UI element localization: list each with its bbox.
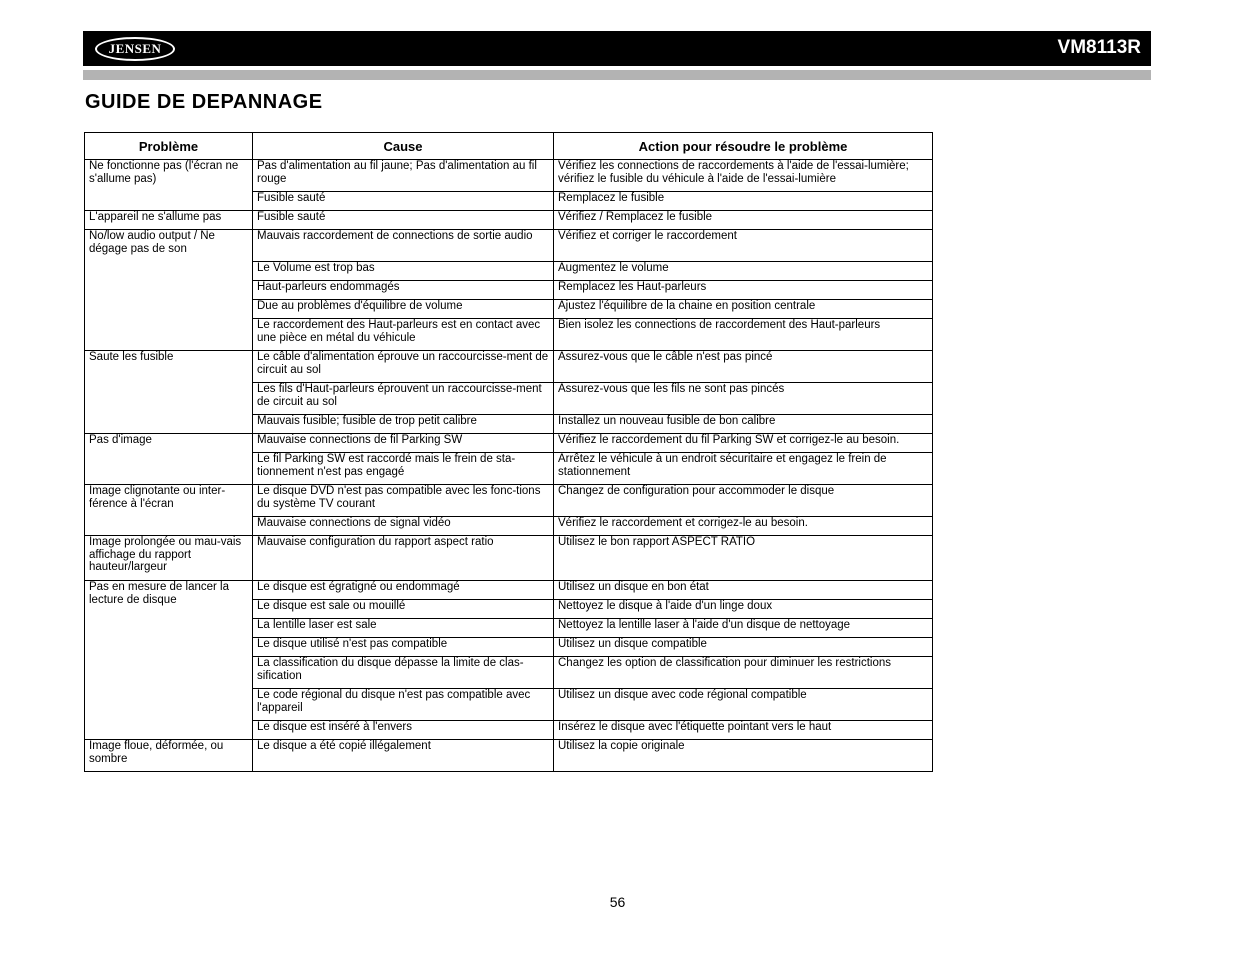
header-bar bbox=[83, 31, 1151, 66]
table-row bbox=[85, 581, 933, 600]
cause-cell: Le disque a été copié illégalement bbox=[253, 740, 554, 772]
action-cell: Nettoyez la lentille laser à l'aide d'un disque de nettoyage bbox=[554, 619, 933, 638]
cause-cell: Due au problèmes d'équilibre de volume bbox=[253, 300, 554, 319]
action-cell: Vérifiez les connections de raccordements à l'aide de l'essai-lumière; vérifiez le fusible du véhicule à l'aide de l'essai-lumière bbox=[554, 160, 933, 192]
cause-cell: Le câble d'alimentation éprouve un raccourcisse-ment de circuit au sol bbox=[253, 351, 554, 383]
cause-cell: Le raccordement des Haut-parleurs est en contact avec une pièce en métal du véhicule bbox=[253, 319, 554, 351]
action-cell: Vérifiez et corriger le raccordement bbox=[554, 230, 933, 262]
action-cell: Utilisez un disque avec code régional compatible bbox=[554, 689, 933, 721]
column-header-problem: Problème bbox=[85, 133, 253, 160]
cause-cell: Le fil Parking SW est raccordé mais le frein de sta-tionnement n'est pas engagé bbox=[253, 453, 554, 485]
cause-cell: La lentille laser est sale bbox=[253, 619, 554, 638]
cause-cell: Mauvaise connections de fil Parking SW bbox=[253, 434, 554, 453]
action-cell: Ajustez l'équilibre de la chaine en position centrale bbox=[554, 300, 933, 319]
cause-cell: Mauvaise configuration du rapport aspect ratio bbox=[253, 536, 554, 581]
action-cell: Utilisez le bon rapport ASPECT RATIO bbox=[554, 536, 933, 581]
problem-cell: Pas d'image bbox=[85, 434, 253, 485]
column-header-action: Action pour résoudre le problème bbox=[554, 133, 933, 160]
action-cell: Vérifiez le raccordement et corrigez-le au besoin. bbox=[554, 517, 933, 536]
cause-cell: Le disque DVD n'est pas compatible avec les fonc-tions du système TV courant bbox=[253, 485, 554, 517]
table-row bbox=[85, 211, 933, 230]
action-cell: Utilisez la copie originale bbox=[554, 740, 933, 772]
cause-cell: Mauvaise connections de signal vidéo bbox=[253, 517, 554, 536]
divider-bar bbox=[83, 70, 1151, 80]
cause-cell: Haut-parleurs endommagés bbox=[253, 281, 554, 300]
cause-cell: Mauvais fusible; fusible de trop petit calibre bbox=[253, 415, 554, 434]
action-cell: Augmentez le volume bbox=[554, 262, 933, 281]
problem-cell: Ne fonctionne pas (l'écran ne s'allume pas) bbox=[85, 160, 253, 211]
problem-cell: Image floue, déformée, ou sombre bbox=[85, 740, 253, 772]
cause-cell: Fusible sauté bbox=[253, 192, 554, 211]
problem-cell: Image prolongée ou mau-vais affichage du rapport hauteur/largeur bbox=[85, 536, 253, 581]
action-cell: Arrêtez le véhicule à un endroit sécuritaire et engagez le frein de stationnement bbox=[554, 453, 933, 485]
problem-cell: Image clignotante ou inter-férence à l'écran bbox=[85, 485, 253, 536]
action-cell: Utilisez un disque en bon état bbox=[554, 581, 933, 600]
action-cell: Utilisez un disque compatible bbox=[554, 638, 933, 657]
problem-cell: Saute les fusible bbox=[85, 351, 253, 434]
action-cell: Insérez le disque avec l'étiquette pointant vers le haut bbox=[554, 721, 933, 740]
brand-name: JENSEN bbox=[108, 41, 162, 56]
action-cell: Changez les option de classification pour diminuer les restrictions bbox=[554, 657, 933, 689]
table-row bbox=[85, 740, 933, 772]
table-row bbox=[85, 485, 933, 517]
column-header-cause: Cause bbox=[253, 133, 554, 160]
cause-cell: Les fils d'Haut-parleurs éprouvent un raccourcisse-ment de circuit au sol bbox=[253, 383, 554, 415]
action-cell: Assurez-vous que le câble n'est pas pincé bbox=[554, 351, 933, 383]
troubleshooting-table bbox=[84, 132, 933, 772]
cause-cell: Le Volume est trop bas bbox=[253, 262, 554, 281]
cause-cell: Le disque est sale ou mouillé bbox=[253, 600, 554, 619]
problem-cell: Pas en mesure de lancer la lecture de disque bbox=[85, 581, 253, 740]
action-cell: Remplacez les Haut-parleurs bbox=[554, 281, 933, 300]
page-number: 56 bbox=[609, 894, 626, 910]
action-cell: Nettoyez le disque à l'aide d'un linge doux bbox=[554, 600, 933, 619]
cause-cell: Le code régional du disque n'est pas compatible avec l'appareil bbox=[253, 689, 554, 721]
action-cell: Remplacez le fusible bbox=[554, 192, 933, 211]
action-cell: Installez un nouveau fusible de bon calibre bbox=[554, 415, 933, 434]
table-header-row bbox=[85, 133, 933, 160]
table-row bbox=[85, 351, 933, 383]
table-row bbox=[85, 160, 933, 192]
table-row bbox=[85, 230, 933, 262]
table-row bbox=[85, 434, 933, 453]
model-number: VM8113R bbox=[1057, 37, 1141, 58]
problem-cell: No/low audio output / Ne dégage pas de son bbox=[85, 230, 253, 351]
cause-cell: Le disque utilisé n'est pas compatible bbox=[253, 638, 554, 657]
action-cell: Changez de configuration pour accommoder le disque bbox=[554, 485, 933, 517]
cause-cell: Pas d'alimentation au fil jaune; Pas d'alimentation au fil rouge bbox=[253, 160, 554, 192]
action-cell: Assurez-vous que les fils ne sont pas pincés bbox=[554, 383, 933, 415]
cause-cell: Mauvais raccordement de connections de sortie audio bbox=[253, 230, 554, 262]
cause-cell: Fusible sauté bbox=[253, 211, 554, 230]
problem-cell: L'appareil ne s'allume pas bbox=[85, 211, 253, 230]
cause-cell: Le disque est inséré à l'envers bbox=[253, 721, 554, 740]
page-title: GUIDE DE DEPANNAGE bbox=[85, 91, 323, 113]
table-row bbox=[85, 536, 933, 581]
jensen-logo bbox=[95, 37, 175, 61]
action-cell: Bien isolez les connections de raccordement des Haut-parleurs bbox=[554, 319, 933, 351]
cause-cell: Le disque est égratigné ou endommagé bbox=[253, 581, 554, 600]
cause-cell: La classification du disque dépasse la limite de clas-sification bbox=[253, 657, 554, 689]
action-cell: Vérifiez le raccordement du fil Parking SW et corrigez-le au besoin. bbox=[554, 434, 933, 453]
action-cell: Vérifiez / Remplacez le fusible bbox=[554, 211, 933, 230]
